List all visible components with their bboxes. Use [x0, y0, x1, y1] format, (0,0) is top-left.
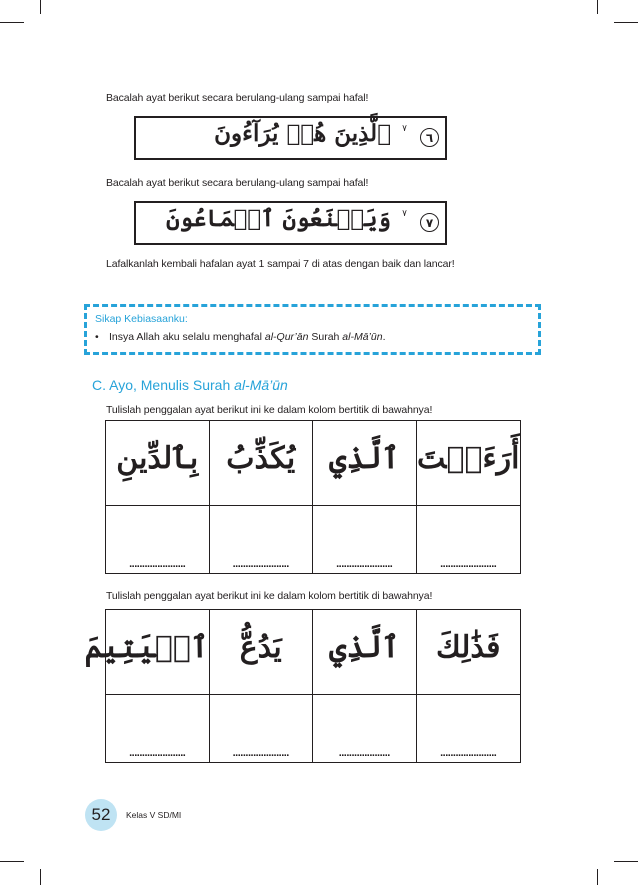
- crop-mark: [597, 0, 598, 14]
- ayah-end-mark: ٧: [402, 209, 407, 219]
- ayah-number-circle: ٧: [420, 213, 439, 232]
- word-cell: [210, 421, 314, 506]
- habit-text-mid: Surah: [308, 331, 343, 343]
- ayah-text: ٱلَّذِينَ هُمۡ يُرَآءُونَ: [214, 120, 391, 147]
- instruction-ayah-6: Bacalah ayat berikut secara berulang-ulang sampai hafal!: [106, 92, 369, 104]
- section-title-prefix: C. Ayo, Menulis Surah: [92, 377, 235, 393]
- ayah-box-7: [134, 201, 447, 245]
- arabic-word: أَرَءَيۡتَ: [417, 441, 520, 476]
- word-cell: [313, 610, 417, 695]
- crop-mark: [40, 869, 41, 885]
- ayah-box-6: [134, 116, 447, 160]
- word-cell: [313, 421, 417, 506]
- word-cell: [84, 610, 210, 695]
- bullet-icon: •: [95, 331, 99, 343]
- habit-text-quran: al-Qur’ān: [264, 331, 309, 343]
- crop-mark: [40, 0, 41, 14]
- writing-cell[interactable]: [313, 506, 417, 573]
- arabic-word: يَدُعُّ: [239, 630, 282, 665]
- ayah-number-circle: ٦: [420, 128, 439, 147]
- crop-mark: [614, 861, 638, 862]
- dotted-line: ......................: [440, 558, 497, 570]
- word-cell: [106, 421, 210, 506]
- arabic-word: بِٱلدِّينِ: [116, 441, 199, 476]
- habit-box: [84, 304, 541, 355]
- arabic-word: ٱلۡيَتِيمَ: [84, 630, 209, 665]
- habit-text-suffix: .: [382, 331, 386, 343]
- instruction-ayah-7: Bacalah ayat berikut secara berulang-ulang sampai hafal!: [106, 177, 369, 189]
- writing-cell[interactable]: [106, 695, 210, 762]
- dotted-line: ......................: [129, 747, 186, 759]
- dotted-line: ......................: [129, 558, 186, 570]
- dotted-line: ....................: [338, 747, 390, 759]
- word-cell: [210, 610, 314, 695]
- crop-mark: [0, 22, 24, 23]
- writing-cell[interactable]: [313, 695, 417, 762]
- habit-title: Sikap Kebiasaanku:: [95, 313, 188, 325]
- word-cell: [417, 421, 521, 506]
- section-title: [92, 377, 288, 393]
- writing-instruction-2: Tulislah penggalan ayat berikut ini ke dalam kolom bertitik di bawahnya!: [106, 590, 433, 602]
- habit-item: [95, 331, 386, 343]
- writing-cell[interactable]: [417, 695, 521, 762]
- arabic-word: ٱلَّذِي: [329, 630, 400, 665]
- instruction-recite: Lafalkanlah kembali hafalan ayat 1 sampai 7 di atas dengan baik dan lancar!: [106, 258, 455, 270]
- dotted-line: ......................: [440, 747, 497, 759]
- arabic-word: ٱلَّذِي: [329, 441, 400, 476]
- ayah-end-mark: ٧: [402, 124, 407, 134]
- writing-cell[interactable]: [417, 506, 521, 573]
- dotted-line: ......................: [336, 558, 393, 570]
- book-label: Kelas V SD/MI: [126, 810, 182, 820]
- habit-text-surah: al-Mā’ūn: [342, 331, 383, 343]
- writing-cell[interactable]: [210, 506, 314, 573]
- arabic-word: يُكَذِّبُ: [226, 441, 296, 476]
- crop-mark: [597, 869, 598, 885]
- writing-cell[interactable]: [210, 695, 314, 762]
- crop-mark: [0, 861, 24, 862]
- page-number: 52: [85, 799, 117, 831]
- writing-cell[interactable]: [106, 506, 210, 573]
- writing-table-2: [84, 609, 521, 763]
- crop-mark: [614, 22, 638, 23]
- dotted-line: ......................: [232, 747, 289, 759]
- word-cell: [417, 610, 521, 695]
- dotted-line: ......................: [232, 558, 289, 570]
- habit-text-prefix: Insya Allah aku selalu menghafal: [109, 331, 265, 343]
- writing-table-1: [105, 420, 521, 574]
- arabic-word: فَذَٰلِكَ: [435, 630, 501, 665]
- ayah-text: وَيَمۡنَعُونَ ٱلۡمَاعُونَ: [166, 205, 391, 232]
- writing-instruction-1: Tulislah penggalan ayat berikut ini ke dalam kolom bertitik di bawahnya!: [106, 404, 433, 416]
- section-title-surah: al-Mā’ūn: [234, 377, 288, 393]
